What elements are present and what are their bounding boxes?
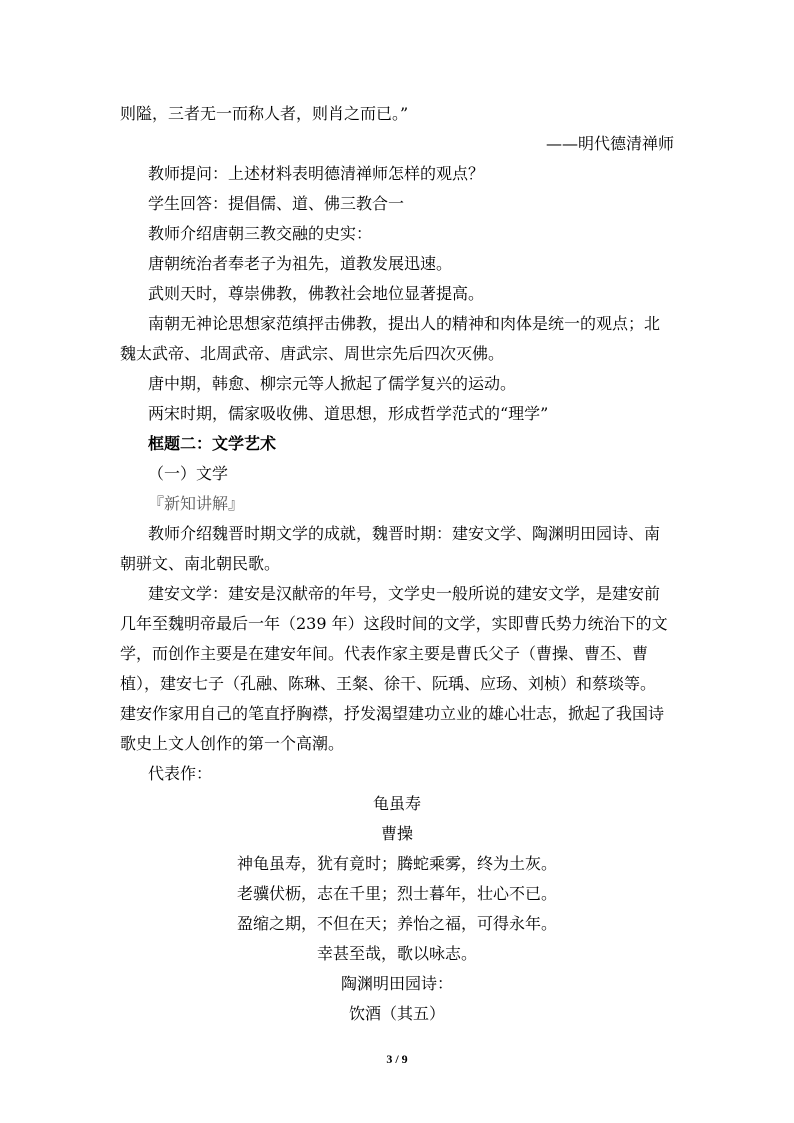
text-line: 唐中期，韩愈、柳宗元等人掀起了儒学复兴的运动。 [148, 374, 517, 393]
text-line: 教师介绍魏晋时期文学的成就，魏晋时期：建安文学、陶渊明田园诗、南 [148, 524, 661, 543]
subsection-heading: （一）文学 [148, 464, 229, 483]
text-line: 代表作： [148, 764, 213, 783]
text-line: 教师介绍唐朝三教交融的史实： [148, 224, 373, 243]
section-heading: 框题二：文学艺术 [148, 434, 277, 453]
page-number: 3 / 9 [386, 1052, 408, 1066]
poem-title: 饮酒（其五） [348, 1004, 445, 1023]
attribution-line: ——明代德清禅师 [545, 134, 674, 153]
text-line: 魏太武帝、北周武帝、唐武宗、周世宗先后四次灭佛。 [120, 344, 505, 363]
poem-title: 龟虽寿 [372, 794, 421, 813]
text-line: 两宋时期，儒家吸收佛、道思想，形成哲学范式的“理学” [148, 404, 549, 423]
poem-line: 幸甚至哉，歌以咏志。 [316, 944, 477, 963]
poem-line: 老骥伏枥，志在千里；烈士暮年，壮心不已。 [236, 884, 557, 903]
text-line: 朝骈文、南北朝民歌。 [120, 554, 281, 573]
poem-line: 盈缩之期，不但在天；养怡之福，可得永年。 [236, 914, 557, 933]
text-line: 武则天时，尊崇佛教，佛教社会地位显著提高。 [148, 284, 485, 303]
subheading-centered: 陶渊明田园诗： [340, 974, 453, 993]
text-line: 学生回答：提倡儒、道、佛三教合一 [148, 194, 405, 213]
text-line: 教师提问：上述材料表明德清禅师怎样的观点？ [148, 164, 485, 183]
poem-author: 曹操 [380, 824, 413, 843]
text-line: 学，而创作主要是在建安年间。代表作家主要是曹氏父子（曹操、曹丕、曹 [120, 644, 649, 663]
text-line: 唐朝统治者奉老子为祖先，道教发展迅速。 [148, 254, 453, 273]
text-line: 则隘，三者无一而称人者，则肖之而已。” [120, 104, 409, 123]
text-line: 建安作家用自己的笔直抒胸襟，抒发渴望建功立业的雄心壮志，掀起了我国诗 [120, 704, 665, 723]
text-line: 歌史上文人创作的第一个高潮。 [120, 734, 345, 753]
text-line: 几年至魏明帝最后一年（239 年）这段时间的文学，实即曹氏势力统治下的文 [120, 614, 668, 633]
text-line: 建安文学：建安是汉献帝的年号，文学史一般所说的建安文学，是建安前 [148, 584, 661, 603]
text-line: 南朝无神论思想家范缜抨击佛教，提出人的精神和肉体是统一的观点；北 [148, 314, 661, 333]
poem-line: 神龟虽寿，犹有竟时；腾蛇乘雾，终为土灰。 [236, 854, 557, 873]
text-line: 植），建安七子（孔融、陈琳、王粲、徐干、阮瑀、应玚、刘桢）和蔡琰等。 [120, 674, 657, 693]
new-knowledge-label: 『新知讲解』 [148, 494, 245, 513]
